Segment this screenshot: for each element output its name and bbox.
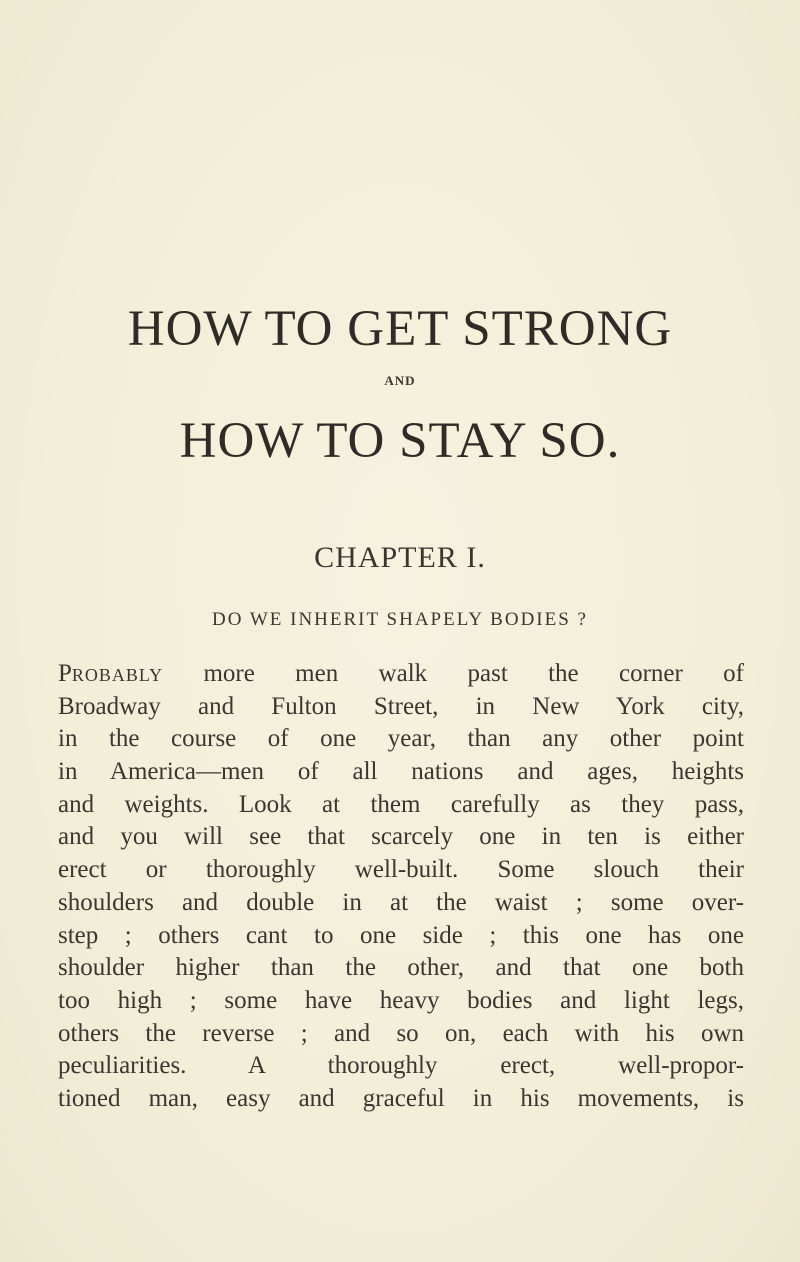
- paragraph-line-12: others the reverse ; and so on, each with his own: [58, 1019, 744, 1047]
- paragraph-line-9: step ; others cant to one side ; this one has one: [58, 921, 744, 949]
- paragraph-line-13: peculiarities. A thoroughly erect, well-propor-: [58, 1052, 744, 1080]
- paragraph-line-2: Broadway and Fulton Street, in New York city,: [58, 692, 744, 720]
- book-title-line-2: HOW TO STAY SO.: [179, 413, 621, 469]
- paragraph-line-10: shoulder higher than the other, and that one both: [58, 954, 744, 982]
- chapter-number: CHAPTER I.: [314, 541, 486, 574]
- paragraph-line-7: erect or thoroughly well-built. Some slouch their: [58, 856, 744, 884]
- paragraph-line-6: and you will see that scarcely one in ten is either: [58, 823, 744, 851]
- chapter-heading: DO WE INHERIT SHAPELY BODIES ?: [212, 609, 588, 630]
- paragraph-line-8: shoulders and double in at the waist ; some over-: [58, 888, 744, 916]
- paragraph-line-1: Probably more men walk past the corner of: [58, 660, 744, 687]
- body-paragraph: [58, 658, 744, 1116]
- paragraph-line-3: in the course of one year, than any other point: [58, 725, 744, 753]
- paragraph-line-4: in America—men of all nations and ages, heights: [58, 758, 744, 786]
- paragraph-line-14: tioned man, easy and graceful in his movements, is: [58, 1084, 744, 1112]
- paragraph-line-5: and weights. Look at them carefully as they pass,: [58, 790, 744, 818]
- paragraph-line-11: too high ; some have heavy bodies and light legs,: [58, 986, 744, 1014]
- title-conjunction: AND: [384, 373, 416, 388]
- book-title-line-1: HOW TO GET STRONG: [127, 301, 673, 357]
